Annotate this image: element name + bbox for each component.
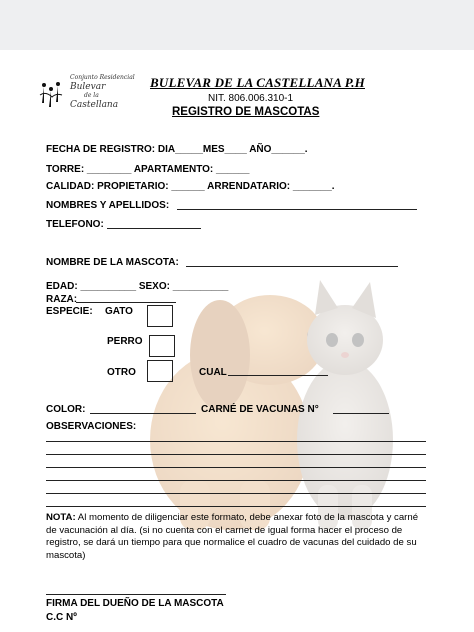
nota-paragraph	[46, 512, 426, 562]
otro-label: OTRO	[107, 367, 136, 378]
carne-vacunas-line[interactable]	[333, 413, 389, 414]
raza-line[interactable]	[76, 302, 176, 303]
nit-number: NIT. 806.006.310-1	[208, 93, 294, 104]
torre-apartamento-field[interactable]: TORRE: ________ APARTAMENTO: ______	[46, 164, 250, 175]
raza-label: RAZA:	[46, 294, 78, 305]
nota-label: NOTA:	[46, 512, 76, 523]
observaciones-line-4[interactable]	[46, 480, 426, 481]
nombres-line[interactable]	[177, 209, 417, 210]
firma-line[interactable]	[46, 594, 226, 595]
nombres-label: NOMBRES Y APELLIDOS:	[46, 200, 170, 211]
observaciones-label: OBSERVACIONES:	[46, 421, 137, 432]
form-title: REGISTRO DE MASCOTAS	[172, 106, 320, 118]
observaciones-line-2[interactable]	[46, 454, 426, 455]
observaciones-line-5[interactable]	[46, 493, 426, 494]
especie-label: ESPECIE:	[46, 306, 93, 317]
nota-text: Al momento de diligenciar este formato, debe anexar foto de la mascota y carné de vacunación al día. (si no cuenta con el carnet de igual forma hacer el proceso de registro, se dará un tiempo para que normalice el cuadro de vacunas del cuidado de su mascota)	[46, 512, 419, 561]
observaciones-line-1[interactable]	[46, 441, 426, 442]
carne-vacunas-label: CARNÉ DE VACUNAS N°	[201, 404, 319, 415]
cual-label: CUAL	[199, 367, 227, 378]
firma-label: FIRMA DEL DUEÑO DE LA MASCOTA	[46, 598, 224, 609]
color-label: COLOR:	[46, 404, 86, 415]
gato-checkbox[interactable]	[147, 305, 173, 327]
observaciones-line-3[interactable]	[46, 467, 426, 468]
perro-checkbox[interactable]	[149, 335, 175, 357]
color-line[interactable]	[90, 413, 196, 414]
edad-sexo-field[interactable]: EDAD: __________ SEXO: __________	[46, 281, 229, 292]
nombre-mascota-line[interactable]	[186, 266, 398, 267]
fecha-registro-field[interactable]: FECHA DE REGISTRO: DIA_____MES____ AÑO______.	[46, 144, 308, 155]
cc-label: C.C Nº	[46, 612, 77, 623]
gato-label: GATO	[105, 306, 133, 317]
telefono-label: TELEFONO:	[46, 219, 104, 230]
nombre-mascota-label: NOMBRE DE LA MASCOTA:	[46, 257, 179, 268]
telefono-line[interactable]	[107, 228, 201, 229]
calidad-field[interactable]: CALIDAD: PROPIETARIO: ______ ARRENDATARIO: _______.	[46, 181, 335, 192]
viewer-top-bar	[0, 0, 474, 50]
perro-label: PERRO	[107, 336, 143, 347]
observaciones-line-6[interactable]	[46, 506, 426, 507]
cual-line[interactable]	[228, 375, 328, 376]
logo-text: Conjunto Residencial Bulevar de la Castellana	[70, 74, 135, 110]
organization-title: BULEVAR DE LA CASTELLANA P.H	[150, 75, 365, 90]
otro-checkbox[interactable]	[147, 360, 173, 382]
